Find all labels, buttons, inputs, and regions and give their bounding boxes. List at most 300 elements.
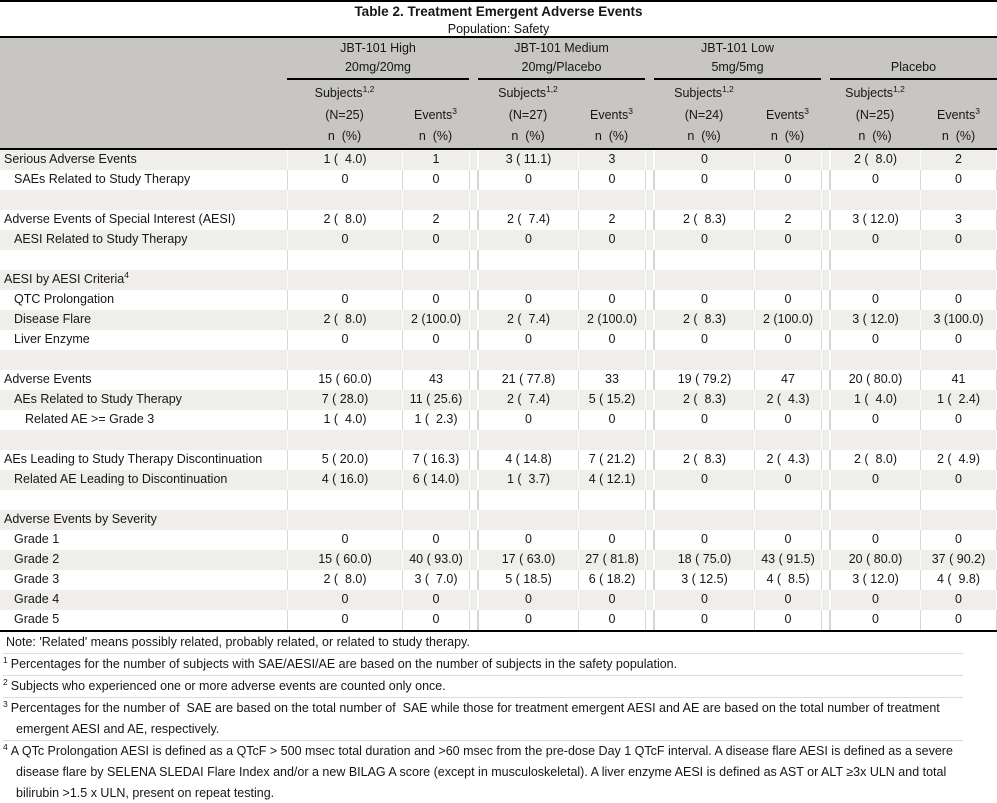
- group-gap-cell: [469, 310, 478, 330]
- value-cell: 0: [830, 330, 920, 350]
- value-cell: [578, 430, 645, 450]
- value-cell: 2 ( 7.4): [478, 390, 578, 410]
- value-cell: [920, 510, 997, 530]
- value-cell: 1 ( 4.0): [287, 410, 402, 430]
- row-label: QTC Prolongation: [14, 292, 115, 306]
- value-cell: 0: [654, 410, 754, 430]
- row-label-cell: [0, 290, 287, 310]
- value-cell: [754, 190, 821, 210]
- group-gap: [469, 38, 478, 80]
- value-cell: [654, 490, 754, 510]
- value-cell: 2: [402, 210, 469, 230]
- value-cell: 2: [920, 150, 997, 170]
- value-cell: [830, 190, 920, 210]
- value-cell: 1 ( 4.0): [830, 390, 920, 410]
- footnote-marker: 4: [3, 741, 8, 752]
- footnote-marker: 1: [3, 654, 8, 665]
- table-row: [0, 550, 997, 570]
- value-cell: [654, 430, 754, 450]
- value-cell: 2: [578, 210, 645, 230]
- row-label-cell: [0, 230, 287, 250]
- group-gap-cell: [821, 490, 830, 510]
- value-cell: 5 ( 20.0): [287, 450, 402, 470]
- row-label: Related AE Leading to Discontinuation: [14, 472, 228, 486]
- row-label-cell: [0, 450, 287, 470]
- table-row: [0, 210, 997, 230]
- value-cell: 0: [830, 530, 920, 550]
- value-cell: 41: [920, 370, 997, 390]
- value-cell: 1 ( 3.7): [478, 470, 578, 490]
- value-cell: 0: [578, 410, 645, 430]
- value-cell: 0: [478, 610, 578, 630]
- value-cell: 0: [830, 610, 920, 630]
- group-gap-cell: [645, 210, 654, 230]
- row-label: AEs Related to Study Therapy: [14, 392, 182, 406]
- table-row: [0, 590, 997, 610]
- value-cell: 0: [478, 590, 578, 610]
- row-label-cell: [0, 510, 287, 530]
- row-label: Related AE >= Grade 3: [25, 412, 155, 426]
- row-label: Liver Enzyme: [14, 332, 90, 346]
- row-label-cell: [0, 470, 287, 490]
- value-cell: 0: [402, 290, 469, 310]
- table-row: [0, 570, 997, 590]
- value-cell: 0: [920, 410, 997, 430]
- events-column-spacer: [402, 80, 469, 107]
- value-cell: 17 ( 63.0): [478, 550, 578, 570]
- footnote-3: [3, 698, 963, 741]
- value-cell: 2 ( 8.0): [830, 150, 920, 170]
- value-cell: [920, 270, 997, 290]
- row-label-cell: [0, 270, 287, 290]
- value-cell: [478, 430, 578, 450]
- value-cell: 0: [830, 170, 920, 190]
- group-gap-cell: [645, 490, 654, 510]
- table-row: [0, 390, 997, 410]
- value-cell: 0: [654, 330, 754, 350]
- value-cell: 0: [920, 290, 997, 310]
- row-label-cell: [0, 570, 287, 590]
- value-cell: 2 ( 7.4): [478, 310, 578, 330]
- value-cell: 1: [402, 150, 469, 170]
- value-cell: [287, 270, 402, 290]
- value-cell: 2 ( 4.3): [754, 390, 821, 410]
- group-n-count: (N=25): [325, 108, 364, 122]
- value-cell: 0: [654, 530, 754, 550]
- value-cell: 43: [402, 370, 469, 390]
- value-cell: 15 ( 60.0): [287, 370, 402, 390]
- group-gap-cell: [469, 350, 478, 370]
- table-row: [0, 310, 997, 330]
- group-gap: [469, 80, 478, 107]
- row-label-cell: [0, 170, 287, 190]
- value-cell: [830, 250, 920, 270]
- row-label-cell: [0, 410, 287, 430]
- value-cell: 2 ( 8.3): [654, 450, 754, 470]
- value-cell: 2 ( 8.0): [287, 210, 402, 230]
- group-n-count: (N=25): [855, 108, 895, 122]
- group-gap: [645, 80, 654, 107]
- value-cell: [830, 270, 920, 290]
- group-gap: [469, 128, 478, 148]
- events-footnote-marker: 3: [804, 105, 809, 116]
- treatment-group-header: [654, 38, 821, 80]
- row-label-cell: [0, 370, 287, 390]
- n-pct-label: n (%): [418, 129, 453, 143]
- value-cell: 7 ( 16.3): [402, 450, 469, 470]
- value-cell: 0: [478, 230, 578, 250]
- value-cell: 0: [754, 610, 821, 630]
- events-footnote-marker: 3: [975, 105, 980, 116]
- value-cell: 3: [578, 150, 645, 170]
- group-gap: [469, 104, 478, 128]
- value-cell: 2 ( 8.3): [654, 310, 754, 330]
- value-cell: 4 ( 8.5): [754, 570, 821, 590]
- value-cell: 0: [578, 170, 645, 190]
- value-cell: [478, 250, 578, 270]
- group-gap-cell: [821, 450, 830, 470]
- row-label: Grade 2: [14, 552, 60, 566]
- value-cell: 0: [754, 590, 821, 610]
- n-pct-label: n (%): [941, 129, 976, 143]
- value-cell: [402, 490, 469, 510]
- table-row: [0, 370, 997, 390]
- group-gap-cell: [645, 530, 654, 550]
- group-gap-cell: [645, 290, 654, 310]
- row-label-cell: [0, 550, 287, 570]
- footnotes-block: [0, 632, 997, 803]
- group-gap-cell: [469, 530, 478, 550]
- group-gap-cell: [469, 570, 478, 590]
- value-cell: 2 ( 8.0): [287, 310, 402, 330]
- group-gap-cell: [645, 350, 654, 370]
- value-cell: 20 ( 80.0): [830, 370, 920, 390]
- subjects-footnote-marker: 1,2: [362, 83, 375, 94]
- group-gap-cell: [645, 230, 654, 250]
- value-cell: 0: [578, 290, 645, 310]
- value-cell: [830, 510, 920, 530]
- table-title: Table 2. Treatment Emergent Adverse Events: [354, 4, 643, 19]
- row-label-cell: [0, 190, 287, 210]
- row-label-cell: [0, 150, 287, 170]
- group-dose: Placebo: [890, 60, 937, 74]
- events-footnote-marker: 3: [452, 105, 457, 116]
- value-cell: 0: [754, 170, 821, 190]
- row-label: AESI Related to Study Therapy: [14, 232, 188, 246]
- group-n-count: (N=24): [684, 108, 724, 122]
- group-name: JBT-101 Medium: [514, 41, 609, 55]
- value-cell: 0: [478, 170, 578, 190]
- value-cell: [402, 270, 469, 290]
- value-cell: 2 ( 7.4): [478, 210, 578, 230]
- value-cell: 0: [654, 290, 754, 310]
- value-cell: [754, 350, 821, 370]
- footnote-marker: 2: [3, 676, 8, 687]
- value-cell: 0: [754, 530, 821, 550]
- footnote-text: Percentages for the number of subjects with SAE/AESI/AE are based on the number of subjects in the safety population.: [10, 657, 678, 671]
- table-subtitle: Population: Safety: [447, 22, 550, 36]
- group-gap-cell: [821, 290, 830, 310]
- group-gap: [645, 128, 654, 148]
- subjects-label: Subjects: [845, 86, 894, 100]
- group-gap-cell: [821, 550, 830, 570]
- value-cell: 21 ( 77.8): [478, 370, 578, 390]
- row-label-cell: [0, 210, 287, 230]
- value-cell: 0: [830, 230, 920, 250]
- row-label: Grade 3: [14, 572, 60, 586]
- value-cell: 0: [578, 230, 645, 250]
- value-cell: 0: [920, 610, 997, 630]
- n-pct-label: n (%): [770, 129, 805, 143]
- value-cell: 19 ( 79.2): [654, 370, 754, 390]
- value-cell: [578, 510, 645, 530]
- value-cell: 5 ( 15.2): [578, 390, 645, 410]
- footnote-note: [3, 632, 963, 654]
- group-gap-cell: [821, 370, 830, 390]
- events-column-header: [754, 104, 821, 128]
- table-row: [0, 450, 997, 470]
- group-gap-cell: [821, 230, 830, 250]
- row-label-cell: [0, 310, 287, 330]
- value-cell: 2: [754, 210, 821, 230]
- value-cell: [478, 190, 578, 210]
- table-column-header: [0, 38, 997, 150]
- row-label: Grade 4: [14, 592, 60, 606]
- value-cell: [754, 430, 821, 450]
- value-cell: [830, 490, 920, 510]
- value-cell: 0: [654, 470, 754, 490]
- value-cell: [920, 490, 997, 510]
- spacer-row: [0, 250, 997, 270]
- subjects-footnote-marker: 1,2: [546, 83, 558, 94]
- table-row: [0, 290, 997, 310]
- value-cell: 0: [920, 230, 997, 250]
- row-label: AESI by AESI Criteria: [4, 272, 125, 286]
- group-gap-cell: [469, 330, 478, 350]
- value-cell: 6 ( 18.2): [578, 570, 645, 590]
- value-cell: [478, 510, 578, 530]
- value-cell: 2 (100.0): [578, 310, 645, 330]
- events-column-spacer: [578, 80, 645, 107]
- value-cell: [402, 190, 469, 210]
- value-cell: 0: [654, 230, 754, 250]
- value-cell: 7 ( 28.0): [287, 390, 402, 410]
- events-column-header: [402, 104, 469, 128]
- value-cell: [578, 350, 645, 370]
- row-label: Disease Flare: [14, 312, 92, 326]
- group-gap: [821, 104, 830, 128]
- value-cell: 0: [754, 230, 821, 250]
- value-cell: [578, 250, 645, 270]
- value-cell: 0: [920, 470, 997, 490]
- treatment-group-header: [478, 38, 645, 80]
- value-cell: [920, 350, 997, 370]
- value-cell: 37 ( 90.2): [920, 550, 997, 570]
- row-label-cell: [0, 610, 287, 630]
- group-gap-cell: [469, 410, 478, 430]
- row-label-header-spacer: [0, 128, 287, 148]
- value-cell: 3 ( 7.0): [402, 570, 469, 590]
- row-label-cell: [0, 430, 287, 450]
- group-gap-cell: [469, 170, 478, 190]
- value-cell: 0: [402, 230, 469, 250]
- group-n-count: (N=27): [508, 108, 548, 122]
- group-gap-cell: [645, 390, 654, 410]
- group-gap-cell: [645, 250, 654, 270]
- value-cell: 0: [754, 410, 821, 430]
- group-gap-cell: [821, 190, 830, 210]
- table-row: [0, 410, 997, 430]
- value-cell: 2 ( 8.3): [654, 390, 754, 410]
- value-cell: 0: [402, 590, 469, 610]
- group-gap-cell: [645, 590, 654, 610]
- table-row: [0, 470, 997, 490]
- group-gap-cell: [469, 550, 478, 570]
- footnote-text: Subjects who experienced one or more adverse events are counted only once.: [10, 679, 446, 693]
- value-cell: 4 ( 9.8): [920, 570, 997, 590]
- table-body: [0, 150, 997, 632]
- value-cell: 0: [830, 290, 920, 310]
- value-cell: 0: [654, 150, 754, 170]
- group-gap-cell: [821, 330, 830, 350]
- value-cell: 33: [578, 370, 645, 390]
- value-cell: 3 ( 12.0): [830, 570, 920, 590]
- value-cell: 0: [654, 610, 754, 630]
- footnote-2: [3, 676, 963, 698]
- group-gap-cell: [469, 250, 478, 270]
- events-label: Events: [937, 108, 976, 122]
- value-cell: 4 ( 14.8): [478, 450, 578, 470]
- group-gap-cell: [821, 590, 830, 610]
- value-cell: 0: [402, 170, 469, 190]
- spacer-row: [0, 430, 997, 450]
- row-label-header-spacer: [0, 80, 287, 107]
- row-label: SAEs Related to Study Therapy: [14, 172, 191, 186]
- group-gap-cell: [645, 510, 654, 530]
- group-gap-cell: [821, 430, 830, 450]
- group-gap-cell: [645, 550, 654, 570]
- table-title-block: [0, 2, 997, 38]
- value-cell: 0: [287, 590, 402, 610]
- footnote-text: Percentages for the number of SAE are based on the total number of SAE while those for treatment emergent AESI and AE are based on the total number of treatment emergent AESI and AE, respectively.: [10, 701, 944, 736]
- group-gap-cell: [469, 590, 478, 610]
- footnote-1: [3, 654, 963, 676]
- group-gap-cell: [821, 270, 830, 290]
- group-gap-cell: [469, 190, 478, 210]
- value-cell: 7 ( 21.2): [578, 450, 645, 470]
- group-gap-cell: [645, 310, 654, 330]
- value-cell: [287, 490, 402, 510]
- events-column-spacer: [754, 80, 821, 107]
- group-gap-cell: [821, 570, 830, 590]
- treatment-group-header: [830, 38, 997, 80]
- value-cell: [754, 490, 821, 510]
- group-gap: [645, 38, 654, 80]
- value-cell: [287, 250, 402, 270]
- value-cell: 0: [654, 170, 754, 190]
- value-cell: 18 ( 75.0): [654, 550, 754, 570]
- group-gap: [821, 38, 830, 80]
- footnote-text: Note: 'Related' means possibly related, probably related, or related to study therapy.: [6, 635, 470, 649]
- group-gap-cell: [821, 310, 830, 330]
- subjects-label: Subjects: [674, 86, 723, 100]
- value-cell: 0: [754, 150, 821, 170]
- value-cell: 0: [287, 530, 402, 550]
- row-label: AEs Leading to Study Therapy Discontinuation: [4, 452, 263, 466]
- group-gap-cell: [821, 390, 830, 410]
- value-cell: 0: [754, 330, 821, 350]
- group-gap-cell: [821, 510, 830, 530]
- value-cell: 0: [478, 330, 578, 350]
- row-label-cell: [0, 350, 287, 370]
- group-gap-cell: [645, 610, 654, 630]
- value-cell: [754, 250, 821, 270]
- group-gap-cell: [469, 450, 478, 470]
- section-header-row: [0, 270, 997, 290]
- value-cell: 2 ( 8.0): [830, 450, 920, 470]
- events-label: Events: [766, 108, 805, 122]
- row-label-cell: [0, 530, 287, 550]
- value-cell: 0: [920, 170, 997, 190]
- value-cell: 47: [754, 370, 821, 390]
- value-cell: 2 ( 8.0): [287, 570, 402, 590]
- group-gap-cell: [645, 270, 654, 290]
- subjects-label: Subjects: [314, 86, 363, 100]
- table-row: [0, 170, 997, 190]
- value-cell: 6 ( 14.0): [402, 470, 469, 490]
- value-cell: 0: [478, 290, 578, 310]
- value-cell: 3 (100.0): [920, 310, 997, 330]
- subjects-footnote-marker: 1,2: [893, 83, 905, 94]
- n-pct-label: n (%): [327, 129, 362, 143]
- group-gap-cell: [645, 170, 654, 190]
- group-name: [830, 39, 997, 58]
- group-dose: 5mg/5mg: [711, 60, 764, 74]
- value-cell: [654, 250, 754, 270]
- group-gap-cell: [821, 170, 830, 190]
- group-gap-cell: [821, 610, 830, 630]
- group-gap-cell: [469, 490, 478, 510]
- row-label-cell: [0, 390, 287, 410]
- group-gap-cell: [645, 470, 654, 490]
- value-cell: 0: [654, 590, 754, 610]
- footnote-text: A QTc Prolongation AESI is defined as a QTcF > 500 msec total duration and >60 msec from the pre-dose Day 1 QTcF interval. A disease flare AESI is defined as a severe disease flare by SELENA SLEDAI Flare Index and/or a new BILAG A score (except in musculoskeletal). A liver enzyme AESI is defined as AST or ALT ≥3x ULN and total bilirubin >1.5 x ULN, present on repeat testing.: [10, 744, 957, 800]
- value-cell: 0: [578, 610, 645, 630]
- n-pct-label: n (%): [594, 129, 629, 143]
- group-gap-cell: [469, 370, 478, 390]
- value-cell: [830, 430, 920, 450]
- value-cell: [287, 350, 402, 370]
- spacer-row: [0, 190, 997, 210]
- value-cell: [754, 510, 821, 530]
- group-gap-cell: [821, 410, 830, 430]
- value-cell: [654, 190, 754, 210]
- subjects-column-header: [830, 80, 920, 107]
- value-cell: 2 ( 4.3): [754, 450, 821, 470]
- row-label-header-spacer: [0, 38, 287, 80]
- value-cell: 0: [830, 410, 920, 430]
- spacer-row: [0, 350, 997, 370]
- value-cell: 0: [830, 470, 920, 490]
- group-name: JBT-101 High: [340, 41, 416, 55]
- subjects-column-header: [478, 80, 578, 107]
- value-cell: 40 ( 93.0): [402, 550, 469, 570]
- n-pct-label: n (%): [687, 129, 721, 143]
- n-pct-row: [0, 128, 997, 148]
- value-cell: [654, 350, 754, 370]
- spacer-row: [0, 490, 997, 510]
- value-cell: 0: [578, 530, 645, 550]
